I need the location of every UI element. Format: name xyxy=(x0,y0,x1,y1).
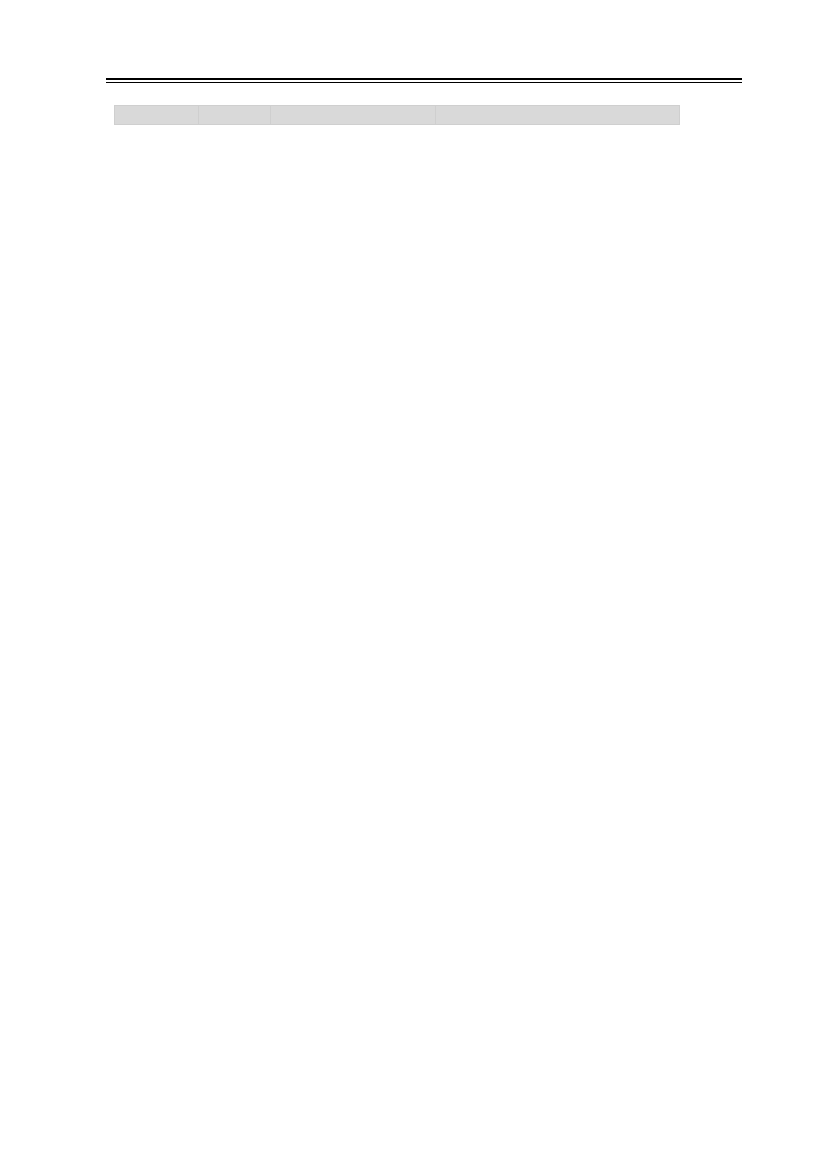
properties-table-wrapper xyxy=(114,105,680,125)
table-header-form xyxy=(270,106,436,125)
table-header-properties xyxy=(436,106,680,125)
table-header-row xyxy=(115,106,680,125)
properties-table xyxy=(114,105,680,125)
document-body xyxy=(108,94,742,134)
table-header-name xyxy=(115,106,199,125)
header-rule xyxy=(106,78,742,83)
table-header-formula xyxy=(198,106,270,125)
